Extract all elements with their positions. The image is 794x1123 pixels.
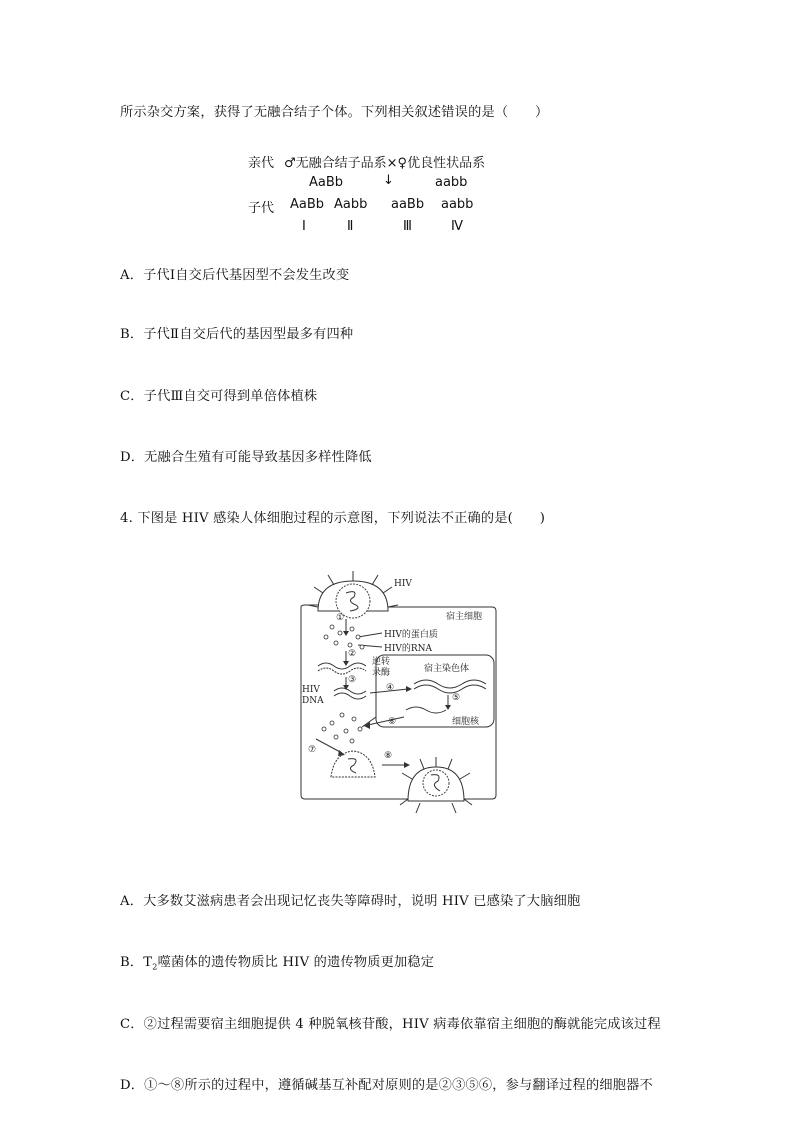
label-hiv-protein: HIV的蛋白质 bbox=[384, 630, 438, 640]
q4-option-a: A．大多数艾滋病患者会出现记忆丧失等障碍时，说明 HIV 已感染了大脑细胞 bbox=[120, 894, 581, 909]
offspring-label: 子代 bbox=[248, 201, 275, 216]
q3-option-b: B．子代Ⅱ自交后代的基因型最多有四种 bbox=[120, 327, 354, 342]
question-3-intro: 所示杂交方案，获得了无融合结子个体。下列相关叙述错误的是（ ） bbox=[120, 105, 549, 120]
step-4: ④ bbox=[386, 683, 395, 693]
virus-capsid-assembly bbox=[331, 751, 375, 777]
label-host-chromosome: 宿主染色体 bbox=[424, 664, 470, 674]
q3-option-a: A．子代Ⅰ自交后代基因型不会发生改变 bbox=[120, 268, 350, 283]
q4-option-b-subscript: 2 bbox=[152, 962, 158, 972]
q4-option-b bbox=[120, 951, 434, 972]
label-nucleus: 细胞核 bbox=[452, 717, 480, 727]
step-5: ⑤ bbox=[452, 693, 461, 703]
parent-female-genotype: aabb bbox=[435, 175, 468, 190]
offspring-genotype-3: aaBb bbox=[391, 197, 425, 212]
q4-option-b-text: 噬菌体的遗传物质比 HIV 的遗传物质更加稳定 bbox=[157, 955, 435, 970]
label-hiv: HIV bbox=[394, 579, 412, 589]
step-1: ① bbox=[336, 613, 345, 623]
step-8: ⑧ bbox=[384, 751, 393, 761]
step-3: ③ bbox=[348, 675, 357, 685]
virus-released bbox=[400, 757, 472, 813]
offspring-numeral-4: Ⅳ bbox=[451, 219, 463, 234]
label-reverse-transcriptase: 逆转录酶 bbox=[372, 657, 391, 678]
offspring-genotype-4: aabb bbox=[441, 197, 474, 212]
label-hiv-dna: HIV DNA bbox=[302, 685, 324, 706]
parent-label: 亲代 bbox=[248, 156, 275, 171]
offspring-genotype-2: Aabb bbox=[334, 197, 368, 212]
q4-option-b-prefix: B．T bbox=[120, 955, 153, 970]
step-6: ⑥ bbox=[388, 717, 397, 727]
cross-arrow: ↓ bbox=[383, 173, 394, 188]
label-hiv-rna: HIV的RNA bbox=[384, 644, 433, 654]
virus-top bbox=[308, 571, 398, 618]
step-7: ⑦ bbox=[308, 745, 317, 755]
offspring-numeral-2: Ⅱ bbox=[347, 219, 354, 234]
label-host-cell: 宿主细胞 bbox=[446, 612, 483, 622]
q4-option-d: D．①～⑧所示的过程中，遵循碱基互补配对原则的是②③⑤⑥，参与翻译过程的细胞器不 bbox=[120, 1078, 653, 1093]
parent-male-genotype: AaBb bbox=[309, 175, 344, 190]
q4-option-c: C．②过程需要宿主细胞提供 4 种脱氧核苷酸，HIV 病毒依靠宿主细胞的酶就能完成该过程 bbox=[120, 1017, 661, 1032]
offspring-numeral-1: Ⅰ bbox=[302, 219, 306, 234]
question-4-stem: 4. 下图是 HIV 感染人体细胞过程的示意图，下列说法不正确的是( ) bbox=[120, 511, 546, 526]
q3-option-c: C．子代Ⅲ自交可得到单倍体植株 bbox=[120, 389, 318, 404]
step-2: ② bbox=[348, 649, 357, 659]
parent-cross: ♂无融合结子品系×♀优良性状品系 bbox=[284, 156, 486, 171]
offspring-genotype-1: AaBb bbox=[290, 197, 325, 212]
hiv-diagram-svg bbox=[296, 567, 502, 823]
q3-option-d: D．无融合生殖有可能导致基因多样性降低 bbox=[120, 450, 372, 465]
hiv-infection-figure bbox=[296, 567, 502, 823]
offspring-numeral-3: Ⅲ bbox=[403, 219, 412, 234]
